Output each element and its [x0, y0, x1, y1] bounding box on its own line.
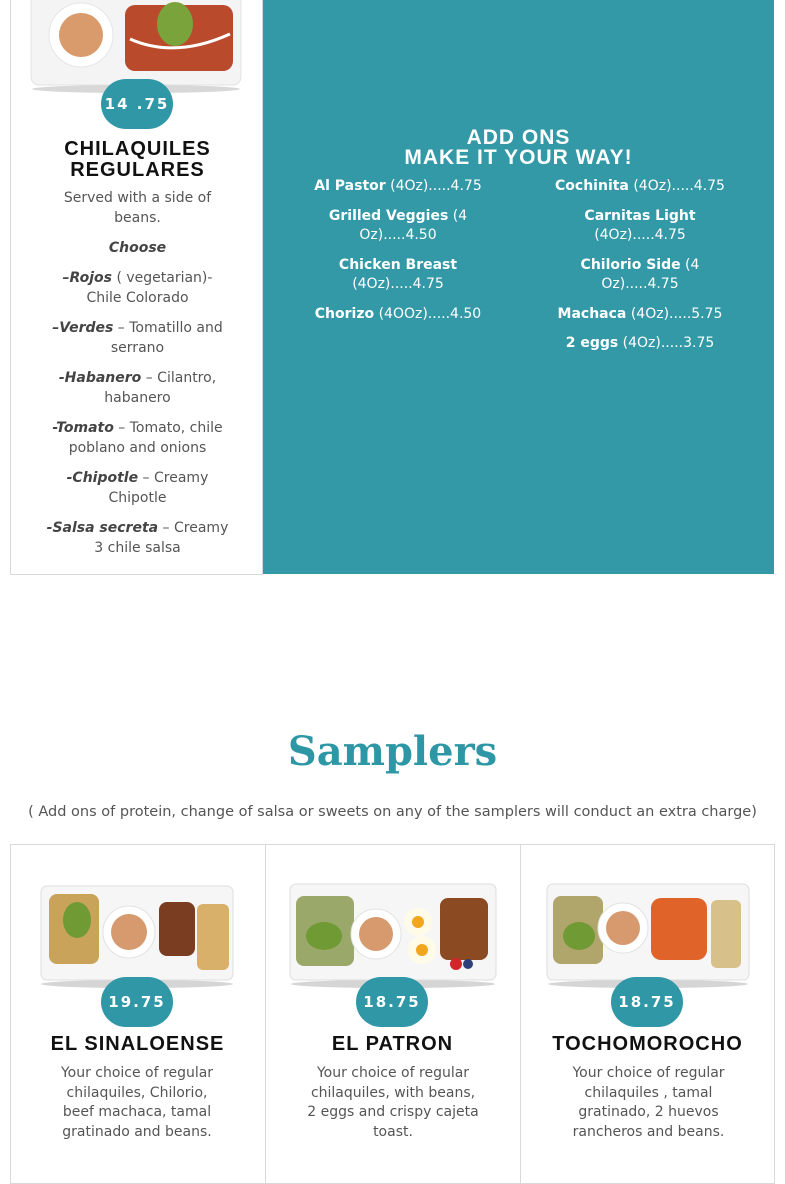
addon-item: Machaca (4Oz).....5.75: [557, 305, 723, 322]
addon-item: Chilorio Side (4 Oz).....4.75: [580, 256, 700, 292]
el-patron-plate-image: [286, 878, 500, 990]
salsa-option: -Habanero – Cilantro, habanero: [58, 370, 217, 406]
chilaquiles-card: [10, 0, 263, 575]
addon-item: Cochinita (4Oz).....4.75: [555, 178, 725, 194]
el-sinaloense-description: Your choice of regular chilaquiles, Chilorio, beef machaca, tamal gratinado and beans.: [60, 1065, 214, 1140]
chilaquiles-description: [51, 189, 224, 270]
served-text: Served with a side of beans.: [63, 190, 212, 226]
salsa-options: [45, 269, 230, 569]
addon-item: 2 eggs (4Oz).....3.75: [565, 335, 715, 351]
sampler-card: [520, 844, 775, 1184]
chilaquiles-price-badge: 14 .75: [101, 79, 173, 129]
tochomorocho-plate-image: [543, 878, 753, 990]
sampler-card: [265, 844, 521, 1184]
tochomorocho-title: TOCHOMOROCHO: [552, 1033, 743, 1055]
el-sinaloense-title: EL SINALOENSE: [50, 1033, 225, 1055]
sampler-card: [10, 844, 266, 1184]
addons-right-column: [550, 177, 730, 364]
addon-item: Chicken Breast (4Oz).....4.75: [338, 256, 458, 292]
tochomorocho-price-badge: 18.75: [611, 977, 683, 1027]
salsa-option: -Tomato – Tomato, chile poblano and onions: [52, 420, 223, 456]
addons-subtitle: MAKE IT YOUR WAY!: [404, 146, 633, 169]
el-patron-description: Your choice of regular chilaquiles, with beans, 2 eggs and crispy cajeta toast.: [307, 1065, 479, 1140]
el-patron-price-badge: 18.75: [356, 977, 428, 1027]
salsa-option: -Salsa secreta – Creamy 3 chile salsa: [46, 520, 229, 556]
addon-item: Carnitas Light (4Oz).....4.75: [584, 207, 696, 243]
addons-left-column: [308, 177, 488, 334]
addon-item: Grilled Veggies (4 Oz).....4.50: [328, 207, 468, 243]
samplers-heading: Samplers: [287, 728, 498, 775]
el-patron-title: EL PATRON: [331, 1033, 454, 1055]
samplers-note: ( Add ons of protein, change of salsa or sweets on any of the samplers will conduct an extra charge): [28, 804, 757, 820]
addons-panel: [263, 0, 774, 574]
el-sinaloense-plate-image: [37, 880, 237, 990]
addon-item: Al Pastor (4Oz).....4.75: [314, 178, 482, 194]
salsa-option: -Chipotle – Creamy Chipotle: [66, 470, 209, 506]
choose-label: Choose: [108, 240, 167, 256]
chilaquiles-title-line2: REGULARES: [70, 159, 205, 181]
addon-item: Chorizo (4OOz).....4.50: [314, 305, 482, 322]
el-sinaloense-price-badge: 19.75: [101, 977, 173, 1027]
chilaquiles-title-line1: CHILAQUILES: [64, 138, 211, 160]
salsa-option: –Verdes – Tomatillo and serrano: [52, 320, 223, 356]
chilaquiles-title: [11, 139, 264, 181]
tochomorocho-description: Your choice of regular chilaquiles , tamal gratinado, 2 huevos rancheros and beans.: [572, 1065, 725, 1140]
addons-title: ADD ONS: [466, 126, 571, 149]
salsa-option: –Rojos ( vegetarian)- Chile Colorado: [62, 270, 213, 306]
